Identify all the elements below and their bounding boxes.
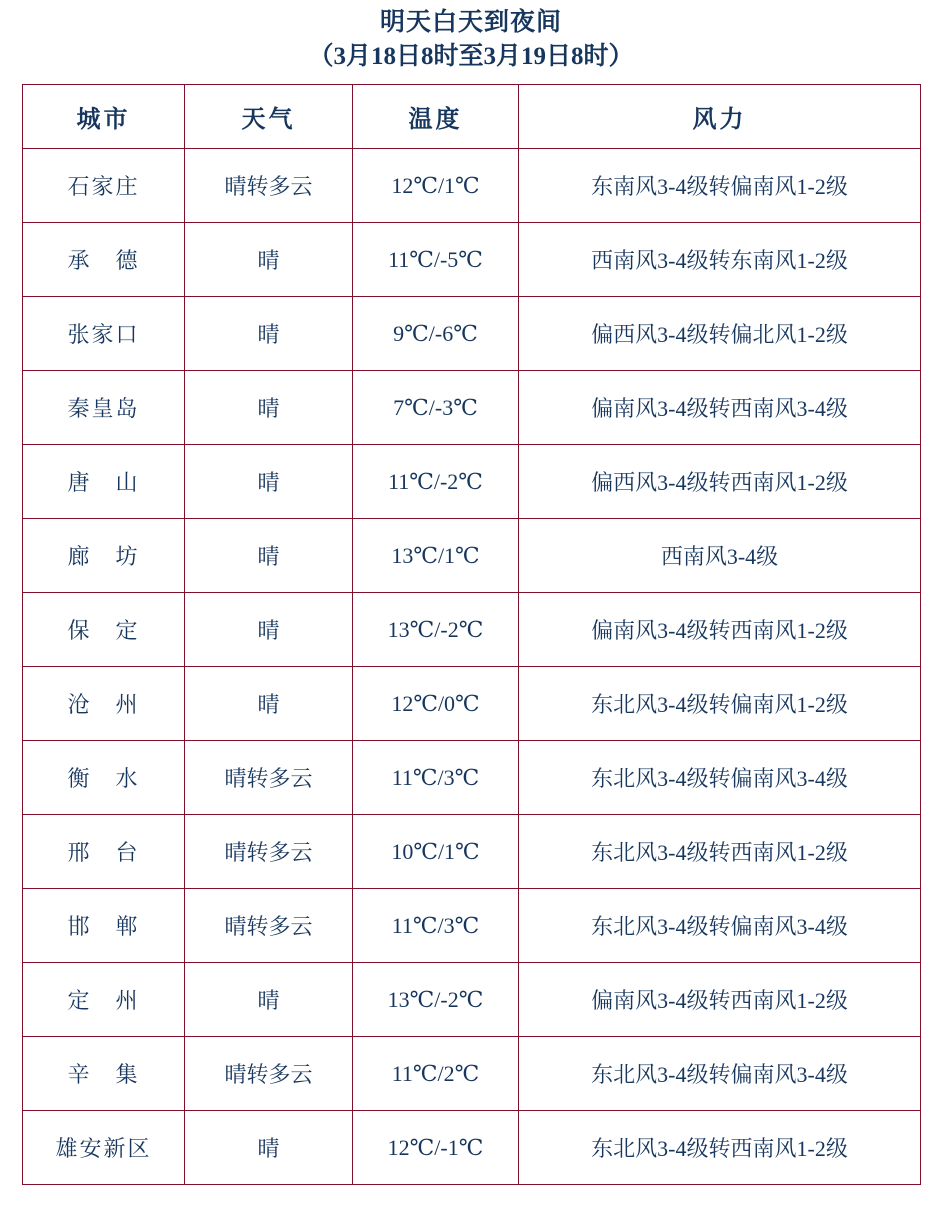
- cell-temperature: 11℃/2℃: [353, 1037, 519, 1111]
- cell-city: 雄安新区: [23, 1111, 185, 1185]
- table-row: [23, 519, 921, 593]
- table-row: [23, 815, 921, 889]
- cell-temperature: 10℃/1℃: [353, 815, 519, 889]
- cell-city: 辛 集: [23, 1037, 185, 1111]
- column-header-city: 城市: [23, 85, 185, 149]
- cell-weather: 晴: [185, 1111, 353, 1185]
- cell-temperature: 11℃/3℃: [353, 889, 519, 963]
- table-row: [23, 371, 921, 445]
- table-row: [23, 963, 921, 1037]
- table-row: [23, 223, 921, 297]
- forecast-table: [22, 84, 921, 1185]
- title-primary: 明天白天到夜间: [379, 9, 562, 36]
- cell-wind: 东北风3-4级转西南风1-2级: [519, 815, 921, 889]
- table-row: [23, 741, 921, 815]
- cell-wind: 偏南风3-4级转西南风1-2级: [519, 963, 921, 1037]
- table-row: [23, 445, 921, 519]
- cell-weather: 晴: [185, 297, 353, 371]
- cell-wind: 东北风3-4级转偏南风1-2级: [519, 667, 921, 741]
- cell-city: 保 定: [23, 593, 185, 667]
- cell-weather: 晴: [185, 445, 353, 519]
- cell-wind: 偏西风3-4级转偏北风1-2级: [519, 297, 921, 371]
- table-header-row: [23, 85, 921, 149]
- cell-wind: 偏西风3-4级转西南风1-2级: [519, 445, 921, 519]
- cell-temperature: 11℃/-2℃: [353, 445, 519, 519]
- cell-temperature: 13℃/1℃: [353, 519, 519, 593]
- table-row: [23, 593, 921, 667]
- column-header-temperature: 温度: [353, 85, 519, 149]
- cell-temperature: 9℃/-6℃: [353, 297, 519, 371]
- table-row: [23, 149, 921, 223]
- cell-weather: 晴转多云: [185, 815, 353, 889]
- column-header-weather: 天气: [185, 85, 353, 149]
- table-row: [23, 889, 921, 963]
- cell-city: 廊 坊: [23, 519, 185, 593]
- cell-wind: 偏南风3-4级转西南风3-4级: [519, 371, 921, 445]
- cell-wind: 东北风3-4级转偏南风3-4级: [519, 1037, 921, 1111]
- cell-weather: 晴转多云: [185, 149, 353, 223]
- page-title: [0, 0, 942, 74]
- cell-wind: 西南风3-4级转东南风1-2级: [519, 223, 921, 297]
- cell-weather: 晴: [185, 371, 353, 445]
- cell-temperature: 11℃/-5℃: [353, 223, 519, 297]
- table-row: [23, 667, 921, 741]
- title-period: （3月18日8时至3月19日8时）: [308, 43, 634, 70]
- cell-weather: 晴: [185, 963, 353, 1037]
- cell-city: 邯 郸: [23, 889, 185, 963]
- table-header: [23, 85, 921, 149]
- table-body: [23, 149, 921, 1185]
- cell-city: 衡 水: [23, 741, 185, 815]
- cell-weather: 晴: [185, 223, 353, 297]
- cell-temperature: 12℃/1℃: [353, 149, 519, 223]
- cell-wind: 东北风3-4级转偏南风3-4级: [519, 889, 921, 963]
- cell-city: 承 德: [23, 223, 185, 297]
- cell-weather: 晴转多云: [185, 1037, 353, 1111]
- cell-city: 张家口: [23, 297, 185, 371]
- cell-wind: 东北风3-4级转西南风1-2级: [519, 1111, 921, 1185]
- cell-temperature: 12℃/0℃: [353, 667, 519, 741]
- cell-wind: 西南风3-4级: [519, 519, 921, 593]
- cell-city: 秦皇岛: [23, 371, 185, 445]
- cell-temperature: 13℃/-2℃: [353, 963, 519, 1037]
- cell-city: 定 州: [23, 963, 185, 1037]
- cell-temperature: 12℃/-1℃: [353, 1111, 519, 1185]
- cell-city: 沧 州: [23, 667, 185, 741]
- cell-wind: 偏南风3-4级转西南风1-2级: [519, 593, 921, 667]
- cell-temperature: 7℃/-3℃: [353, 371, 519, 445]
- cell-weather: 晴: [185, 519, 353, 593]
- cell-weather: 晴转多云: [185, 741, 353, 815]
- column-header-wind: 风力: [519, 85, 921, 149]
- table-row: [23, 1037, 921, 1111]
- cell-weather: 晴转多云: [185, 889, 353, 963]
- cell-weather: 晴: [185, 667, 353, 741]
- cell-weather: 晴: [185, 593, 353, 667]
- cell-city: 唐 山: [23, 445, 185, 519]
- cell-temperature: 11℃/3℃: [353, 741, 519, 815]
- cell-wind: 东南风3-4级转偏南风1-2级: [519, 149, 921, 223]
- table-row: [23, 297, 921, 371]
- cell-city: 邢 台: [23, 815, 185, 889]
- cell-city: 石家庄: [23, 149, 185, 223]
- cell-temperature: 13℃/-2℃: [353, 593, 519, 667]
- cell-wind: 东北风3-4级转偏南风3-4级: [519, 741, 921, 815]
- forecast-table-container: [22, 84, 920, 1185]
- table-row: [23, 1111, 921, 1185]
